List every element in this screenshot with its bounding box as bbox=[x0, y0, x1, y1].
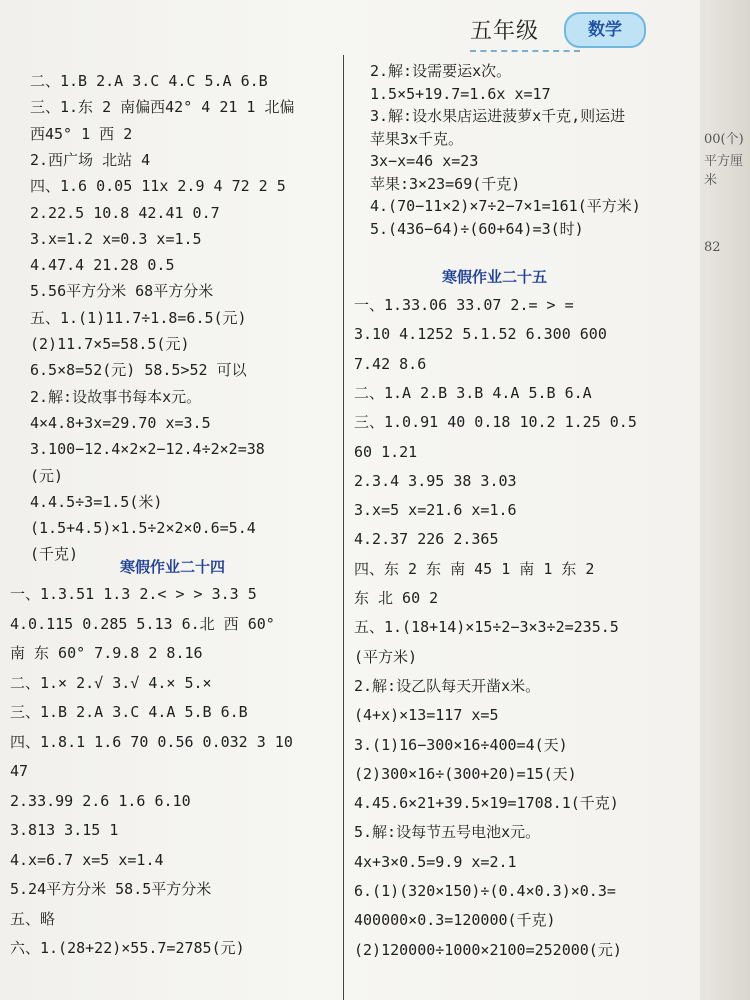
answer-line: 5.解:设每节五号电池x元。 bbox=[354, 823, 541, 842]
answer-line: 二、1.B 2.A 3.C 4.C 5.A 6.B bbox=[30, 72, 268, 90]
answer-line: 2.解:设乙队每天开凿x米。 bbox=[354, 676, 541, 695]
answer-line: 4.4.5÷3=1.5(米) bbox=[30, 492, 163, 511]
answer-line: 4.x=6.7 x=5 x=1.4 bbox=[10, 850, 164, 869]
answer-line: 7.42 8.6 bbox=[354, 354, 427, 373]
answer-line: 6.(1)(320×150)÷(0.4×0.3)×0.3= bbox=[354, 882, 616, 900]
answer-line: 60 1.21 bbox=[354, 442, 418, 461]
answer-line: 1.5×5+19.7=1.6x x=17 bbox=[370, 84, 551, 103]
answer-line: 2.33.99 2.6 1.6 6.10 bbox=[10, 791, 191, 810]
answer-line: (平方米) bbox=[354, 647, 418, 666]
answer-line: 4.45.6×21+39.5×19=1708.1(千克) bbox=[354, 794, 619, 813]
answer-line: 四、1.6 0.05 11x 2.9 4 72 2 5 bbox=[30, 177, 286, 196]
edge-fragment: 00(个) bbox=[704, 132, 744, 147]
answer-line: (元) bbox=[30, 466, 64, 485]
answer-line: 二、1.× 2.√ 3.√ 4.× 5.× bbox=[10, 673, 212, 692]
answer-line: 2.解:设故事书每本x元。 bbox=[30, 387, 202, 406]
answer-line: 4.47.4 21.28 0.5 bbox=[30, 256, 175, 275]
answer-line: 2.22.5 10.8 42.41 0.7 bbox=[30, 203, 220, 222]
answer-line: 苹果:3×23=69(千克) bbox=[370, 174, 521, 193]
edge-fragment: 平方厘米 bbox=[704, 154, 744, 188]
answer-line: 六、1.(28+22)×55.7=2785(元) bbox=[10, 939, 245, 957]
answer-line: (1.5+4.5)×1.5÷2×2×0.6=5.4 bbox=[30, 519, 256, 538]
adjacent-page-edge bbox=[700, 0, 750, 1000]
answer-line: 东 北 60 2 bbox=[354, 589, 439, 607]
answer-line: 47 bbox=[10, 762, 29, 780]
section-title: 寒假作业二十五 bbox=[442, 268, 548, 286]
answer-line: 五、1.(18+14)×15÷2−3×3÷2=235.5 bbox=[354, 618, 619, 637]
answer-line: 3.x=1.2 x=0.3 x=1.5 bbox=[30, 229, 202, 248]
answer-line: 5.(436−64)÷(60+64)=3(时) bbox=[370, 219, 584, 238]
answer-line: 4x+3×0.5=9.9 x=2.1 bbox=[354, 852, 517, 871]
answer-line: 3.100−12.4×2×2−12.4÷2×2=38 bbox=[30, 440, 265, 459]
answer-line: (4+x)×13=117 x=5 bbox=[354, 706, 499, 725]
header-rule bbox=[470, 50, 580, 52]
answer-line: 3.x=5 x=21.6 x=1.6 bbox=[354, 501, 517, 520]
answer-line: 西45° 1 西 2 bbox=[30, 124, 133, 143]
answer-line: (2)120000÷1000×2100=252000(元) bbox=[354, 940, 622, 959]
edge-fragment: 82 bbox=[704, 240, 721, 255]
answer-line: 4.(70−11×2)×7÷2−7×1=161(平方米) bbox=[370, 197, 641, 215]
answer-line: 四、东 2 东 南 45 1 南 1 东 2 bbox=[354, 559, 595, 578]
answer-line: (千克) bbox=[30, 545, 79, 564]
answer-line: 5.56平方分米 68平方分米 bbox=[30, 282, 214, 301]
answer-line: 一、1.3.51 1.3 2.< > > 3.3 5 bbox=[10, 585, 257, 603]
answer-line: (2)11.7×5=58.5(元) bbox=[30, 335, 190, 353]
subject-badge: 数学 bbox=[564, 12, 646, 48]
answer-line: 南 东 60° 7.9.8 2 8.16 bbox=[10, 644, 203, 662]
answer-line: 一、1.33.06 33.07 2.= > = bbox=[354, 296, 574, 314]
answer-line: 3.813 3.15 1 bbox=[10, 821, 119, 839]
answer-line: 四、1.8.1 1.6 70 0.56 0.032 3 10 bbox=[10, 732, 293, 751]
answer-line: 三、1.0.91 40 0.18 10.2 1.25 0.5 bbox=[354, 413, 637, 432]
answer-line: 苹果3x千克。 bbox=[370, 129, 464, 148]
answer-line: 2.西广场 北站 4 bbox=[30, 150, 151, 169]
answer-line: 三、1.B 2.A 3.C 4.A 5.B 6.B bbox=[10, 703, 248, 721]
column-divider bbox=[343, 55, 344, 1000]
section-title: 寒假作业二十四 bbox=[120, 558, 226, 576]
answer-line: 3x−x=46 x=23 bbox=[370, 152, 479, 170]
answer-line: 4.0.115 0.285 5.13 6.北 西 60° bbox=[10, 614, 275, 633]
answer-line: 三、1.东 2 南偏西42° 4 21 1 北偏 bbox=[30, 98, 295, 117]
answer-line: 4.2.37 226 2.365 bbox=[354, 530, 499, 549]
answer-line: 五、略 bbox=[10, 909, 56, 928]
answer-line: 3.10 4.1252 5.1.52 6.300 600 bbox=[354, 325, 607, 344]
answer-line: 3.(1)16−300×16÷400=4(天) bbox=[354, 735, 568, 754]
answer-line: 2.3.4 3.95 38 3.03 bbox=[354, 471, 517, 490]
answer-line: 400000×0.3=120000(千克) bbox=[354, 911, 556, 930]
answer-line: 3.解:设水果店运进菠萝x千克,则运进 bbox=[370, 107, 626, 125]
answer-line: (2)300×16÷(300+20)=15(天) bbox=[354, 764, 577, 783]
answer-line: 5.24平方分米 58.5平方分米 bbox=[10, 880, 212, 898]
grade-label: 五年级 bbox=[470, 19, 540, 44]
answer-line: 4×4.8+3x=29.70 x=3.5 bbox=[30, 413, 211, 432]
answer-line: 6.5×8=52(元) 58.5>52 可以 bbox=[30, 361, 247, 380]
answer-line: 五、1.(1)11.7÷1.8=6.5(元) bbox=[30, 308, 247, 327]
answer-line: 2.解:设需要运x次。 bbox=[370, 62, 512, 80]
answer-line: 二、1.A 2.B 3.B 4.A 5.B 6.A bbox=[354, 383, 592, 402]
page-header bbox=[470, 10, 700, 48]
